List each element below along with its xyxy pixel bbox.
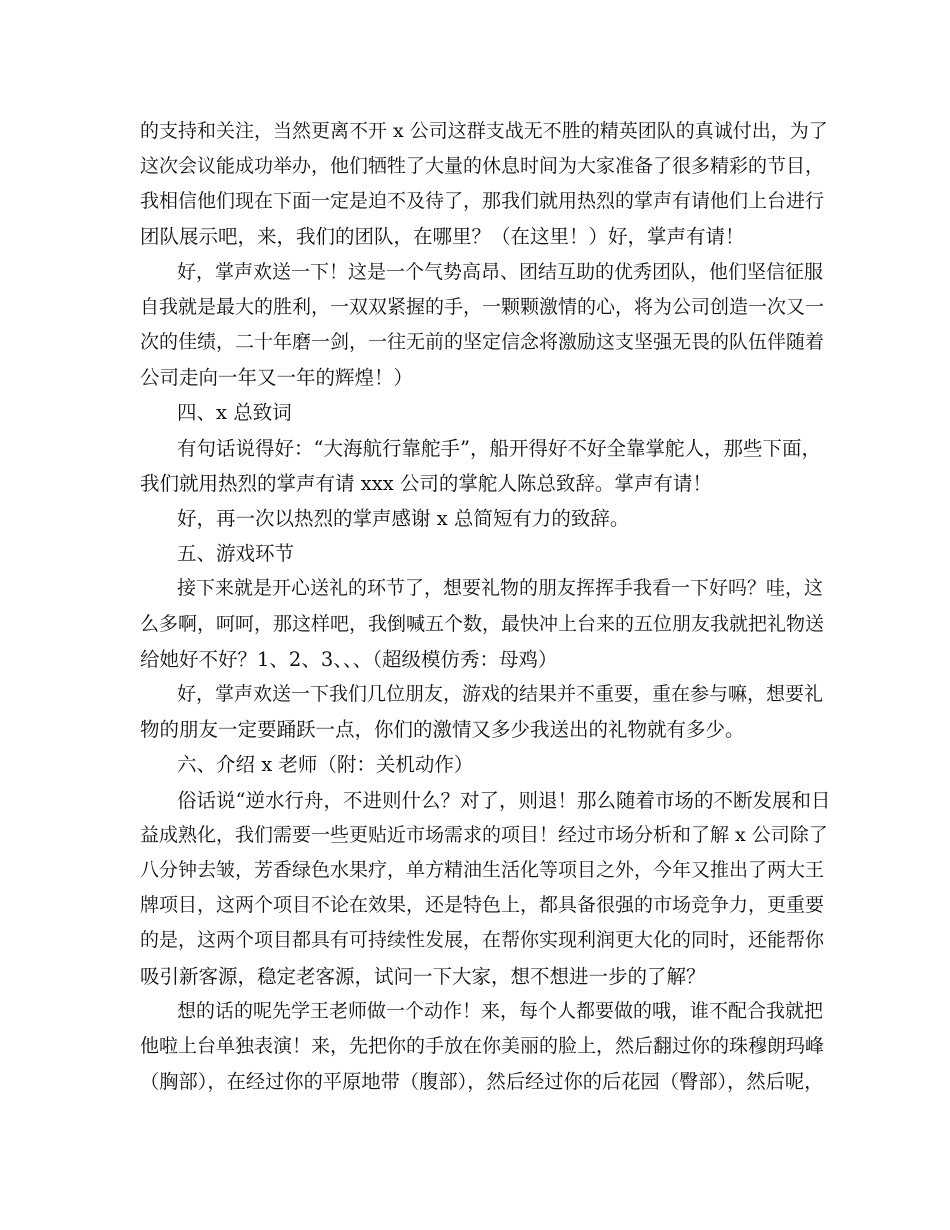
text-line: （胸部），在经过你的平原地带（腹部），然后经过你的后花园（臀部），然后呢， xyxy=(140,1070,824,1093)
text-line: 有句话说得好：“大海航行靠舵手”，船开得好不好全靠掌舵人，那些下面， xyxy=(177,437,821,460)
text-line: 我相信他们现在下面一定是迫不及待了，那我们就用热烈的掌声有请他们上台进行 xyxy=(140,190,825,212)
text-line: 我们就用热烈的掌声有请 xxx 公司的掌舵人陈总致辞。掌声有请！ xyxy=(140,472,712,495)
text-line: 给她好不好？1、2、3、、、（超级模仿秀：母鸡） xyxy=(140,648,558,671)
text-line: 团队展示吧，来，我们的团队，在哪里？（在这里！）好，掌声有请！ xyxy=(140,225,745,248)
text-line: 好，掌声欢送一下我们几位朋友，游戏的结果并不重要，重在参与嘛，想要礼 xyxy=(177,683,824,705)
section-heading: 五、游戏环节 xyxy=(177,542,295,565)
section-heading: 四、x 总致词 xyxy=(177,401,292,424)
section-heading: 六、介绍 x 老师（附：关机动作） xyxy=(177,753,474,776)
text-line: 好，掌声欢送一下！这是一个气势高昂、团结互助的优秀团队，他们坚信征服 xyxy=(177,261,824,283)
text-line: 接下来就是开心送礼的环节了，想要礼物的朋友挥挥手我看一下好吗？哇，这 xyxy=(177,577,824,599)
text-line: 的支持和关注，当然更离不开 x 公司这群支战无不胜的精英团队的真诚付出，为了 xyxy=(140,120,828,142)
text-line: 吸引新客源，稳定老客源，试问一下大家，想不想进一步的了解？ xyxy=(140,965,706,988)
text-line: 么多啊，呵呵，那这样吧，我倒喊五个数，最快冲上台来的五位朋友我就把礼物送 xyxy=(140,613,825,635)
text-line: 想的话的呢先学王老师做一个动作！来，每个人都要做的哦，谁不配合我就把 xyxy=(177,1000,824,1022)
text-line: 的是，这两个项目都具有可持续性发展，在帮你实现利润更大化的同时，还能帮你 xyxy=(140,929,825,951)
text-line: 好，再一次以热烈的掌声感谢 x 总简短有力的致辞。 xyxy=(177,507,630,530)
text-line: 俗话说“逆水行舟，不进则什么？对了，则退！那么随着市场的不断发展和日 xyxy=(177,789,831,812)
text-line: 次的佳绩，二十年磨一剑，一往无前的坚定信念将激励这支坚强无畏的队伍伴随着 xyxy=(140,331,825,353)
text-line: 牌项目，这两个项目不论在效果，还是特色上，都具备很强的市场竞争力，更重要 xyxy=(140,894,825,916)
text-line: 物的朋友一定要踊跃一点，你们的激情又多少我送出的礼物就有多少。 xyxy=(140,718,745,741)
text-line: 公司走向一年又一年的辉煌！） xyxy=(140,366,414,389)
text-line: 益成熟化，我们需要一些更贴近市场需求的项目！经过市场分析和了解 x 公司除了 xyxy=(140,824,828,846)
text-line: 这次会议能成功举办，他们牺牲了大量的休息时间为大家准备了很多精彩的节目， xyxy=(140,155,825,177)
text-line: 他啦上台单独表演！来，先把你的手放在你美丽的脸上，然后翻过你的珠穆朗玛峰 xyxy=(140,1035,825,1057)
text-line: 八分钟去皱，芳香绿色水果疗，单方精油生活化等项目之外，今年又推出了两大王 xyxy=(140,859,825,881)
text-line: 自我就是最大的胜利，一双双紧握的手，一颗颗激情的心，将为公司创造一次又一 xyxy=(140,296,825,318)
